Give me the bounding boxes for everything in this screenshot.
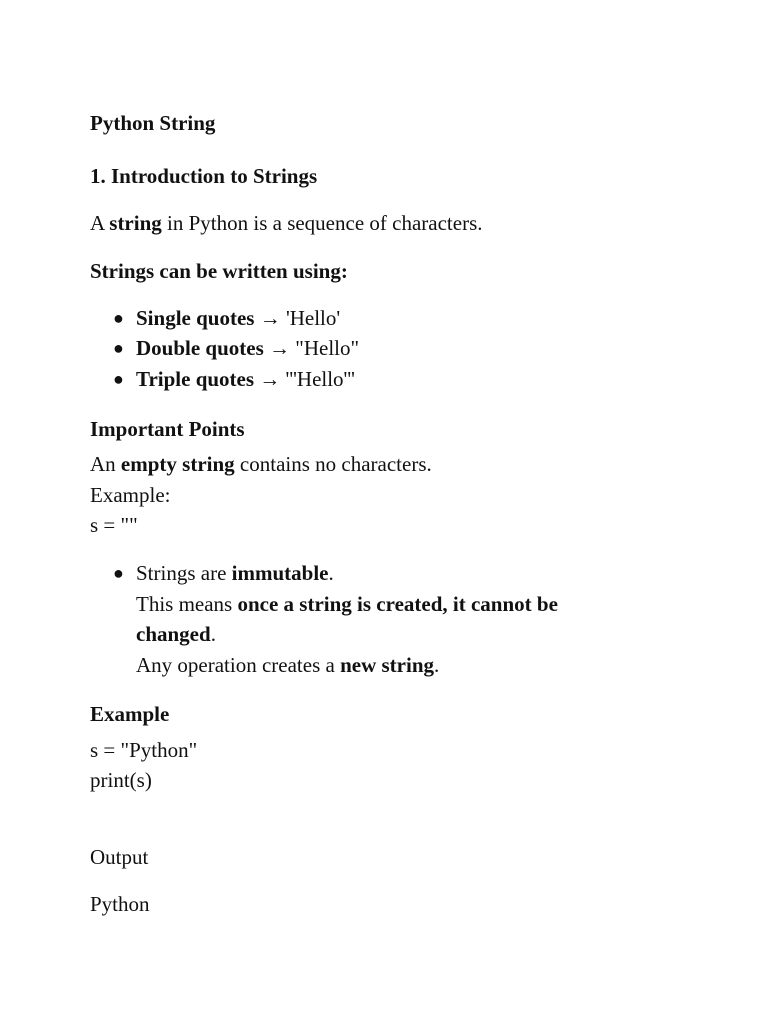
intro-paragraph <box>90 208 483 238</box>
section-heading-example: Example <box>90 702 170 726</box>
immutable-means-pre: This means <box>136 592 238 616</box>
list-item-double-quotes <box>136 333 359 363</box>
list-item-label: Single quotes <box>136 306 255 330</box>
list-item-label: Double quotes <box>136 336 264 360</box>
immutable-text-pre: Strings are <box>136 561 232 585</box>
bullet-marker: ● <box>113 563 124 583</box>
immutable-text-bold: immutable <box>231 561 329 585</box>
list-item-text: → 'Hello' <box>254 306 341 330</box>
output-label: Output <box>90 845 149 869</box>
list-item-triple-quotes <box>136 364 355 394</box>
new-string-pre: Any operation creates a <box>136 653 341 677</box>
bullet-marker: ● <box>113 308 124 328</box>
intro-text-pre: A <box>90 211 110 235</box>
immutable-means-bold: once a string is created, it cannot be <box>237 592 558 616</box>
empty-text-post: contains no characters. <box>234 452 432 476</box>
list-item-text: → "Hello" <box>263 336 360 360</box>
document-title: Python String <box>90 111 216 135</box>
bullet-marker: ● <box>113 369 124 389</box>
immutable-text-post: . <box>328 561 334 585</box>
new-string-bold: new string <box>340 653 434 677</box>
immutable-line-3 <box>136 619 216 649</box>
new-string-post: . <box>434 653 440 677</box>
intro-text-post: in Python is a sequence of characters. <box>161 211 483 235</box>
immutable-line-1 <box>136 558 334 588</box>
section-heading-important-points: Important Points <box>90 417 245 441</box>
empty-text-pre: An <box>90 452 121 476</box>
example-code-empty-string: s = "" <box>90 513 138 537</box>
intro-text-bold: string <box>109 211 162 235</box>
section-heading-introduction: 1. Introduction to Strings <box>90 164 318 188</box>
empty-string-paragraph <box>90 449 432 479</box>
immutable-line-4 <box>136 650 439 680</box>
list-item-label: Triple quotes <box>136 367 255 391</box>
example-label: Example: <box>90 483 171 507</box>
list-item-single-quotes <box>136 303 340 333</box>
subheading-strings-written: Strings can be written using: <box>90 259 348 283</box>
output-value: Python <box>90 892 150 916</box>
empty-text-bold: empty string <box>120 452 235 476</box>
bullet-marker: ● <box>113 338 124 358</box>
immutable-changed-post: . <box>210 622 216 646</box>
list-item-text: → '''Hello''' <box>254 367 355 391</box>
example-code-line-2: print(s) <box>90 768 152 792</box>
example-code-line-1: s = "Python" <box>90 738 198 762</box>
immutable-line-2 <box>136 589 558 619</box>
immutable-changed-bold: changed <box>136 622 211 646</box>
